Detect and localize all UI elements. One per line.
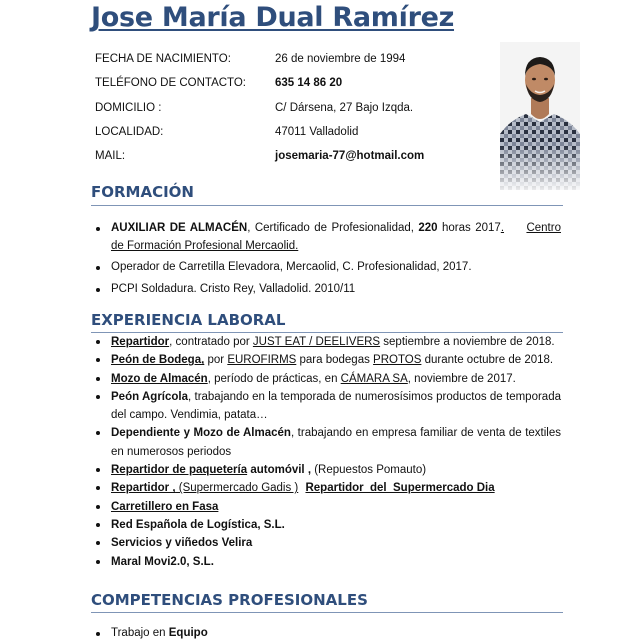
list-item (95, 516, 561, 534)
list-item (95, 534, 561, 552)
job-text: (Repuestos Pomauto) (311, 464, 427, 477)
job-title: Dependiente y Mozo de Almacén (111, 427, 291, 440)
cv-name: Jose María Dual Ramírez (91, 2, 455, 33)
info-label: DOMICILIO : (95, 102, 162, 114)
course-center: Centro de Formación Profesional Mercaolid. (111, 222, 561, 252)
info-label: TELÉFONO DE CONTACTO: (95, 77, 247, 89)
course-dot: . (500, 222, 505, 234)
profile-photo-illustration (500, 42, 580, 190)
job-text: , período de prácticas, en (207, 372, 341, 385)
skill-bold: Equipo (168, 627, 208, 639)
job-text: (Supermercado Gadis ) (175, 482, 299, 495)
list-item (95, 625, 561, 640)
job-text: por (204, 354, 228, 367)
job-title-extra: automóvil , (247, 464, 312, 477)
info-label: MAIL: (95, 150, 126, 162)
job-title: Repartidor , (111, 482, 176, 495)
job-title: Carretillero en Fasa (111, 500, 219, 513)
job-company: PROTOS (373, 354, 422, 367)
job-title: Peón de Bodega, (111, 354, 205, 367)
course-text: PCPI Soldadura. Cristo Rey, Valladolid. 2010/11 (111, 282, 356, 295)
section-title-formacion: FORMACIÓN (91, 183, 194, 201)
list-item (95, 333, 561, 351)
course-text: Operador de Carretilla Elevadora, Mercaolid, C. Profesionalidad, 2017. (111, 261, 472, 273)
job-title: Repartidor del Supermercado Dia (305, 482, 495, 495)
job-title: Maral Movi2.0, S.L. (111, 555, 214, 568)
section-title-experiencia: EXPERIENCIA LABORAL (91, 311, 286, 329)
list-item (95, 479, 561, 497)
job-company: JUST EAT / DEELIVERS (252, 336, 381, 348)
list-item (95, 424, 561, 461)
job-company: EUROFIRMS (227, 354, 297, 367)
job-text: , contratado por (169, 336, 253, 348)
experiencia-list (95, 333, 561, 571)
info-value: C/ Dársena, 27 Bajo Izqda. (275, 102, 414, 114)
job-text: para bodegas (296, 354, 374, 367)
list-item (95, 461, 561, 479)
job-text: durante octubre de 2018. (421, 354, 554, 367)
section-divider (91, 205, 563, 206)
course-year: horas 2017 (437, 222, 501, 234)
list-item (95, 220, 561, 255)
job-text: , trabajando en la temporada de numerosísimos productos de temporada del campo. Vendimia, patata… (111, 390, 561, 422)
job-company: CÁMARA SA (340, 372, 408, 385)
list-item (95, 388, 561, 425)
info-value: 47011 Valladolid (275, 126, 359, 138)
job-text: , noviembre de 2017. (407, 372, 516, 385)
list-item (95, 351, 561, 369)
info-label: FECHA DE NACIMIENTO: (95, 53, 231, 65)
list-item (95, 259, 561, 277)
info-value: 635 14 86 20 (275, 77, 343, 89)
job-text: , trabajando en empresa familiar de venta de textiles en numerosos periodos (111, 427, 561, 458)
job-title: Peón Agrícola (111, 390, 188, 403)
skill-text: Trabajo en (111, 627, 169, 639)
competencias-list (95, 625, 561, 640)
list-item (95, 553, 561, 571)
formacion-list (95, 220, 561, 298)
profile-photo (500, 42, 580, 190)
job-title: Repartidor de paquetería (111, 464, 248, 477)
job-text: septiembre a noviembre de 2018. (380, 336, 555, 348)
job-title: Red Española de Logística, S.L. (111, 518, 285, 531)
section-divider (91, 612, 563, 613)
list-item (95, 281, 561, 299)
info-value: josemaria-77@hotmail.com (275, 150, 425, 162)
list-item (95, 498, 561, 516)
section-title-competencias: COMPETENCIAS PROFESIONALES (91, 591, 368, 609)
course-hours: 220 (418, 222, 438, 234)
course-detail: , Certificado de Profesionalidad, (247, 222, 419, 234)
job-title: Repartidor (111, 336, 170, 348)
info-value: 26 de noviembre de 1994 (275, 53, 406, 65)
job-title: Mozo de Almacén (111, 372, 208, 385)
list-item (95, 370, 561, 388)
course-title: AUXILIAR DE ALMACÉN (111, 222, 248, 234)
info-label: LOCALIDAD: (95, 126, 164, 138)
job-title: Servicios y viñedos Velira (111, 537, 253, 550)
